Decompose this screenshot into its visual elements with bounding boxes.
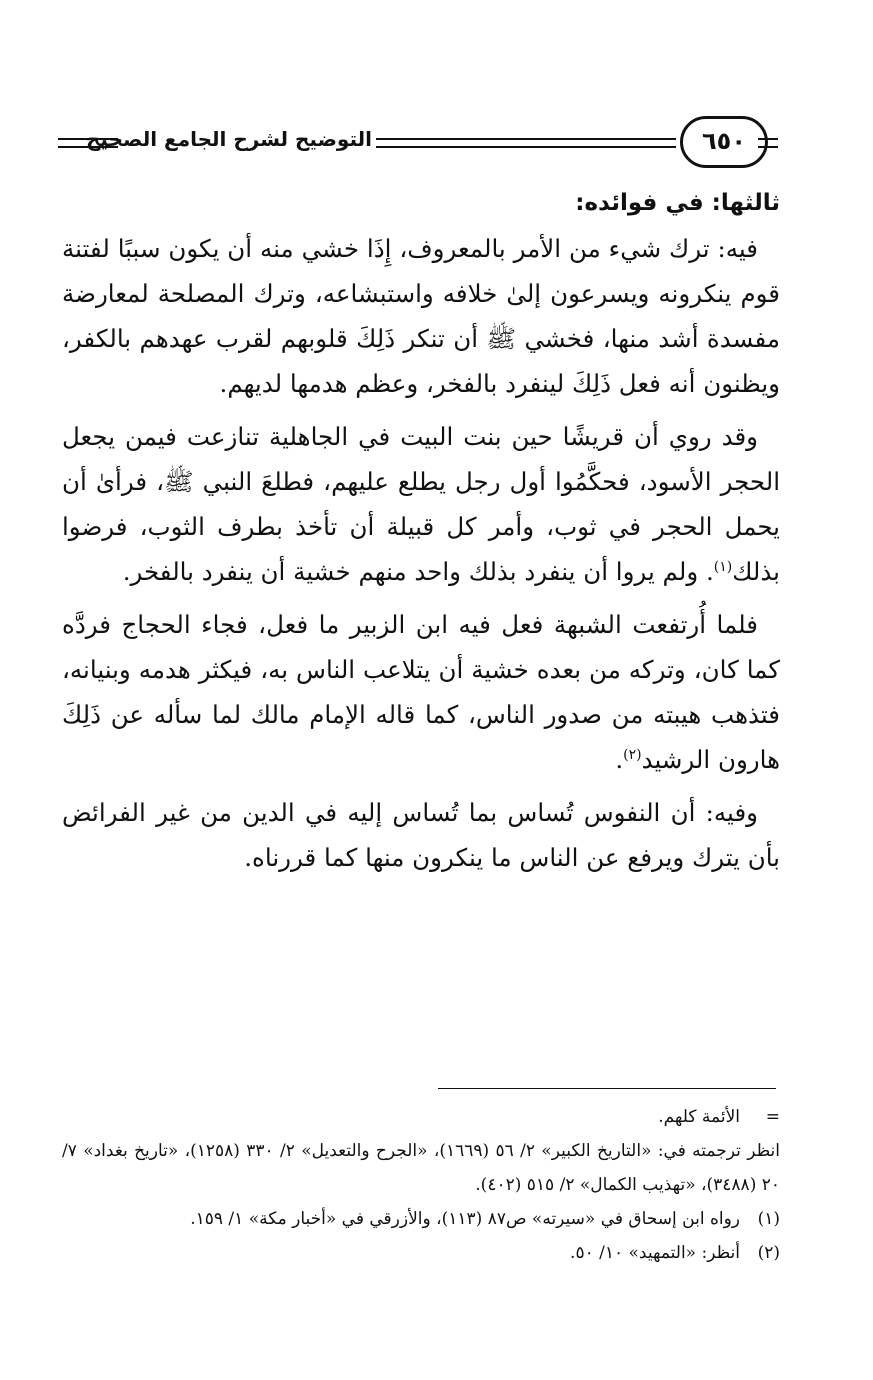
footnote-1: [62, 1202, 780, 1236]
header-rule-middle: [376, 138, 676, 148]
paragraph-text: وقد روي أن قريشًا حين بنت البيت في الجاهلية تنازعت فيمن يجعل الحجر الأسود، فحكَّمُوا أول رجل يطلع عليهم، فطلعَ النبي ﷺ، فرأىٰ أن يحمل الحجر في ثوب، وأمر كل قبيلة أن تأخذ بطرف الثوب، فرضوا بذلك: [62, 422, 780, 586]
footnote-continuation-reference: انظر ترجمته في: «التاريخ الكبير» ٢/ ٥٦ (١٦٦٩)، «الجرح والتعديل» ٢/ ٣٣٠ (١٢٥٨)، «تاريخ بغداد» ٧/ ٢٠ (٣٤٨٨)، «تهذيب الكمال» ٢/ ٥١٥ (٤٠٢).: [62, 1141, 780, 1195]
paragraph-ibn-zubayr: [62, 602, 780, 782]
paragraph-benefits: [62, 226, 780, 406]
paragraph-souls: [62, 790, 780, 880]
page-number: ٦٥٠: [680, 116, 768, 168]
footnote-ref-1[interactable]: (١): [713, 558, 733, 575]
paragraph-text: .: [615, 745, 624, 774]
footnote-continuation: [62, 1100, 780, 1134]
header-rule-right: [758, 138, 778, 148]
paragraph-text: فيه: ترك شيء من الأمر بالمعروف، إِذَا خشي منه أن يكون سببًا لفتنة قوم ينكرونه ويسرعون إلىٰ خلافه واستبشاعه، وترك المصلحة لمعارضة مفسدة أشد منها، فخشي ﷺ أن تنكر ذَلِكَ قلوبهم لقرب عهدهم بالكفر، ويظنون أنه فعل ذَلِكَ لينفرد بالفخر، وعظم هدمها لديهم.: [62, 234, 780, 398]
paragraph-text: فلما أُرتفعت الشبهة فعل فيه ابن الزبير ما فعل، فجاء الحجاج فردَّه كما كان، وتركه من بعده خشية أن يتلاعب الناس به، فيكثر هدمه وبنيانه، فتذهب هيبته من صدور الناس، كما قاله الإمام مالك لما سأله عن ذَلِكَ هارون الرشيد: [62, 610, 780, 774]
footnote-2: [62, 1236, 780, 1270]
paragraph-quraysh: [62, 414, 780, 594]
footnote-ref-2[interactable]: (٢): [623, 746, 642, 763]
running-header: [58, 112, 778, 172]
continuation-mark: =: [765, 1107, 780, 1127]
footnotes: [62, 1100, 780, 1270]
running-title: التوضيح لشرح الجامع الصحيح: [86, 127, 372, 151]
footnote-divider: [438, 1088, 776, 1089]
paragraph-text: وفيه: أن النفوس تُساس بما تُساس إليه في الدين من غير الفرائض بأن يترك ويرفع عن الناس ما ينكرون منها كما قررناه.: [62, 798, 780, 872]
footnote-mark: (٢): [757, 1243, 780, 1263]
paragraph-text: . ولم يروا أن ينفرد بذلك واحد منهم خشية أن ينفرد بالفخر.: [122, 557, 714, 586]
section-heading: ثالثها: في فوائده:: [575, 190, 780, 216]
footnote-mark: (١): [757, 1209, 780, 1229]
main-text: [62, 180, 780, 888]
footnote-text: الأئمة كلهم.: [658, 1107, 740, 1127]
footnote-text: رواه ابن إسحاق في «سيرته» ص٨٧ (١١٣)، والأزرقي في «أخبار مكة» ١/ ١٥٩.: [190, 1209, 740, 1229]
footnote-text: أنظر: «التمهيد» ١٠/ ٥٠.: [570, 1243, 740, 1263]
